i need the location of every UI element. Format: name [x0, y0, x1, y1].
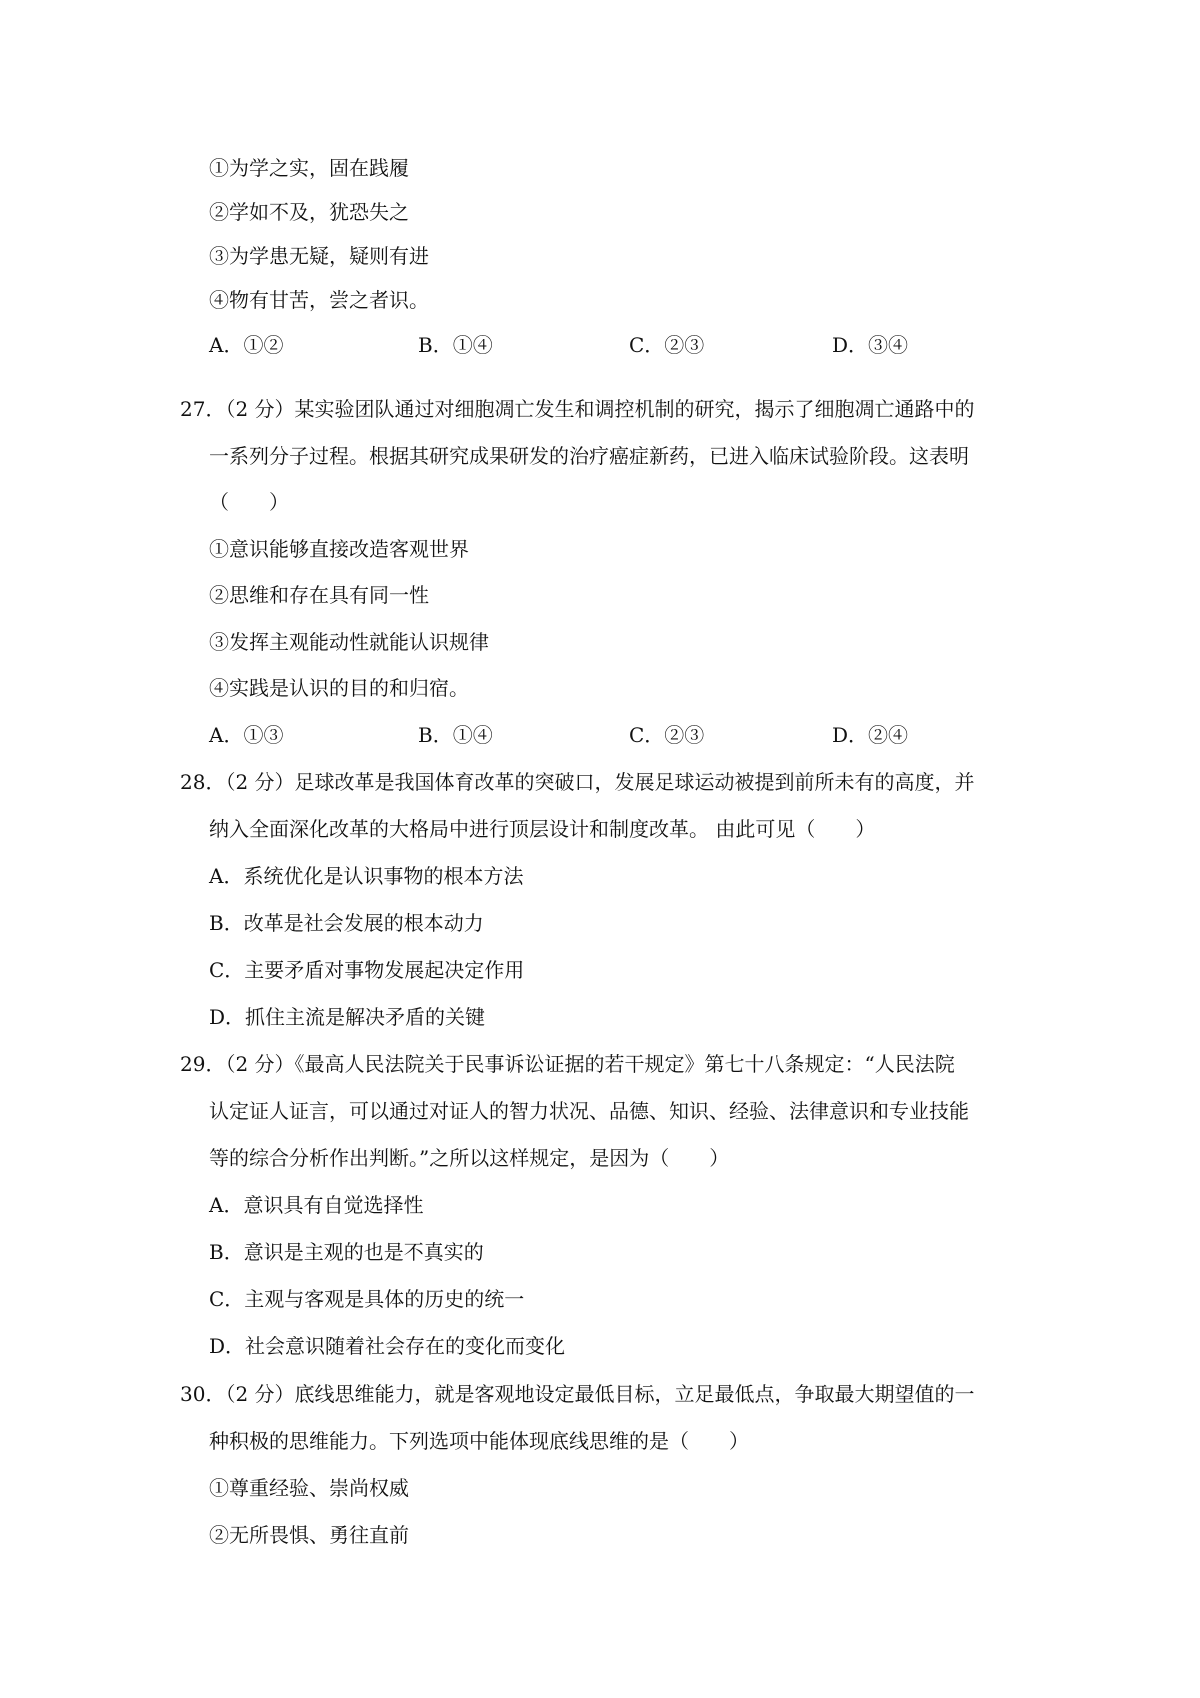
q28-stem-line-1: 28．（2 分）足球改革是我国体育改革的突破口，发展足球运动被提到前所未有的高度，并 — [180, 770, 975, 794]
q29-stem-line-3: 等的综合分析作出判断。”之所以这样规定，是因为（ ） — [209, 1146, 730, 1170]
q26-statement-2: ②学如不及，犹恐失之 — [209, 200, 409, 224]
q29-option-c[interactable]: C．主观与客观是具体的历史的统一 — [209, 1287, 525, 1311]
q27-option-d[interactable]: D．②④ — [832, 723, 909, 747]
q28-option-a[interactable]: A．系统优化是认识事物的根本方法 — [209, 864, 524, 888]
q27-statement-4: ④实践是认识的目的和归宿。 — [209, 676, 469, 700]
q28-option-d[interactable]: D．抓住主流是解决矛盾的关键 — [209, 1005, 486, 1029]
q29-option-d[interactable]: D．社会意识随着社会存在的变化而变化 — [209, 1334, 566, 1358]
q26-statement-3: ③为学患无疑，疑则有进 — [209, 244, 429, 268]
q29-option-b[interactable]: B．意识是主观的也是不真实的 — [209, 1240, 484, 1264]
q27-statement-3: ③发挥主观能动性就能认识规律 — [209, 630, 489, 654]
q28-stem-line-2: 纳入全面深化改革的大格局中进行顶层设计和制度改革。 由此可见（ ） — [209, 817, 876, 841]
q26-statement-1: ①为学之实，固在践履 — [209, 156, 409, 180]
q30-stem-line-2: 种积极的思维能力。下列选项中能体现底线思维的是（ ） — [209, 1429, 749, 1453]
q27-option-a[interactable]: A．①③ — [209, 723, 284, 747]
q26-option-c[interactable]: C．②③ — [629, 333, 705, 357]
q30-statement-2: ②无所畏惧、勇往直前 — [209, 1523, 409, 1547]
q27-stem-line-1: 27．（2 分）某实验团队通过对细胞凋亡发生和调控机制的研究，揭示了细胞凋亡通路中的 — [180, 397, 975, 421]
q27-option-c[interactable]: C．②③ — [629, 723, 705, 747]
q26-option-d[interactable]: D．③④ — [832, 333, 909, 357]
q27-option-b[interactable]: B．①④ — [418, 723, 493, 747]
q27-stem-line-2: 一系列分子过程。根据其研究成果研发的治疗癌症新药，已进入临床试验阶段。这表明 — [209, 444, 969, 468]
q29-option-a[interactable]: A．意识具有自觉选择性 — [209, 1193, 424, 1217]
q30-statement-1: ①尊重经验、崇尚权威 — [209, 1476, 409, 1500]
q28-option-c[interactable]: C．主要矛盾对事物发展起决定作用 — [209, 958, 525, 982]
q26-statement-4: ④物有甘苦，尝之者识。 — [209, 288, 429, 312]
q27-statement-2: ②思维和存在具有同一性 — [209, 583, 429, 607]
q27-statement-1: ①意识能够直接改造客观世界 — [209, 537, 469, 561]
q30-stem-line-1: 30．（2 分）底线思维能力，就是客观地设定最低目标，立足最低点，争取最大期望值的一 — [180, 1382, 975, 1406]
q26-option-a[interactable]: A．①② — [209, 333, 284, 357]
q27-stem-line-3: （ ） — [209, 490, 289, 514]
q29-stem-line-1: 29．（2 分）《最高人民法院关于民事诉讼证据的若干规定》第七十八条规定：“人民法院 — [180, 1052, 955, 1076]
q28-option-b[interactable]: B．改革是社会发展的根本动力 — [209, 911, 484, 935]
q26-option-b[interactable]: B．①④ — [418, 333, 493, 357]
q29-stem-line-2: 认定证人证言，可以通过对证人的智力状况、品德、知识、经验、法律意识和专业技能 — [209, 1099, 969, 1123]
